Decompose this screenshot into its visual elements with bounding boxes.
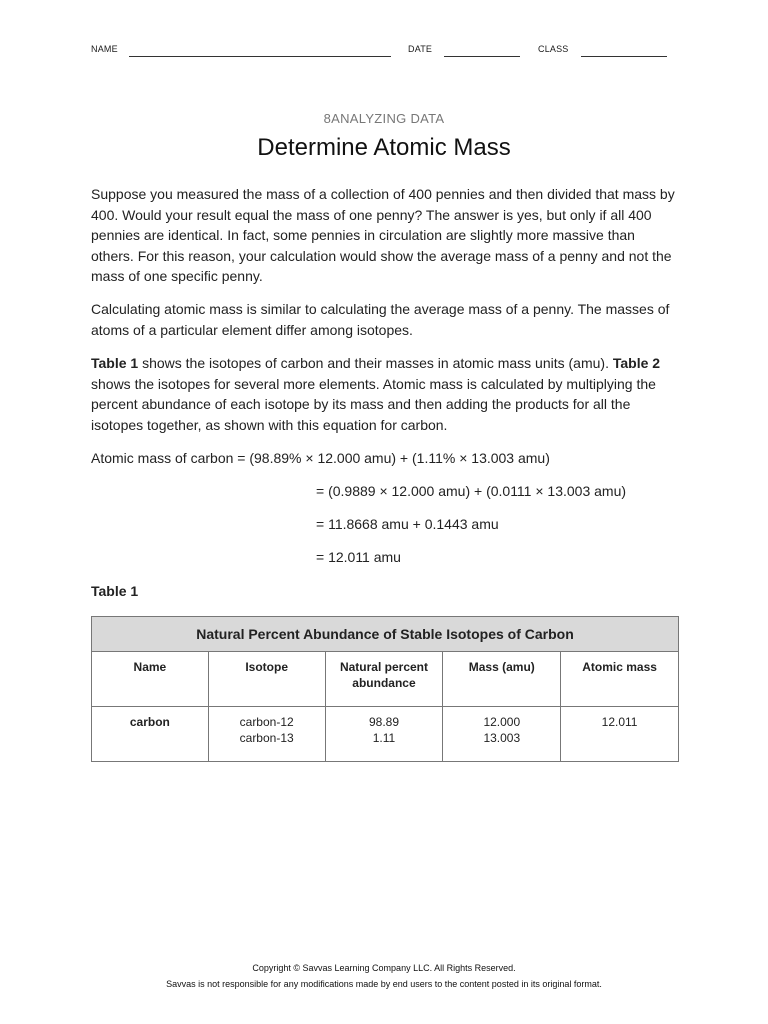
column-header-abundance [325,652,443,707]
mass-1: 12.000 [483,715,521,729]
copyright-line: Copyright © Savvas Learning Company LLC. All Rights Reserved. [252,963,516,973]
column-header-atomic-mass: Atomic mass [561,652,679,707]
disclaimer-line: Savvas is not responsible for any modifications made by end users to the content posted in its original format. [166,979,602,989]
class-field-line[interactable] [581,56,667,57]
date-field-line[interactable] [444,56,520,57]
equation-line-2: = (0.9889 × 12.000 amu) + (0.0111 × 13.003 amu) [316,483,627,499]
atomic-mass-paragraph: Calculating atomic mass is similar to calculating the average mass of a penny. The masses of atoms of a particular element differ among isotopes. [91,301,670,338]
abundance-2: 1.11 [372,731,396,745]
class-label: CLASS [538,44,569,54]
column-header-mass: Mass (amu) [443,652,561,707]
abundance-header-line2: abundance [352,676,416,690]
header-fields [91,44,669,58]
cell-abundances [325,707,443,762]
mass-2: 13.003 [483,731,521,745]
table2-reference: Table 2 [612,355,661,371]
page-title: Determine Atomic Mass [257,134,511,161]
equation-line-3: = 11.8668 amu + 0.1443 amu [316,516,499,532]
table-label: Table 1 [91,583,139,599]
name-label: NAME [91,44,118,54]
cell-element-name: carbon [92,707,209,762]
tables-paragraph [91,353,677,435]
table-row [92,707,679,762]
table1-reference: Table 1 [91,355,139,371]
table-caption-row [92,617,679,652]
abundance-header-line1: Natural percent [339,660,428,674]
tables-paragraph-part1: shows the isotopes of carbon and their masses in atomic mass units (amu). [138,355,613,371]
isotope-table [91,616,679,762]
tables-paragraph-part2: shows the isotopes for several more elements. Atomic mass is calculated by multiplying the percent abundance of each isotope by its mass and then adding the products for all the isotopes together, as shown with this equation for carbon. [91,375,656,433]
column-header-isotope: Isotope [208,652,325,707]
table-caption: Natural Percent Abundance of Stable Isotopes of Carbon [92,617,679,652]
section-kicker: 8ANALYZING DATA [323,111,445,126]
intro-paragraph: Suppose you measured the mass of a collection of 400 pennies and then divided that mass by 400. Would your result equal the mass of one penny? The answer is yes, but only if all 400 pennies are identical. In fact, some pennies in circulation are slightly more massive than others. For this reason, your calculation would show the average mass of a penny and not the mass of one specific penny. [91,186,675,284]
isotope-2: carbon-13 [239,731,294,745]
cell-isotopes [208,707,325,762]
abundance-1: 98.89 [368,715,399,729]
cell-masses [443,707,561,762]
date-label: DATE [408,44,433,54]
isotope-1: carbon-12 [239,715,294,729]
equation-line-1: Atomic mass of carbon = (98.89% × 12.000 amu) + (1.11% × 13.003 amu) [91,450,550,466]
table-header-row [92,652,679,707]
name-field-line[interactable] [129,56,391,57]
cell-atomic-mass: 12.011 [561,707,679,762]
column-header-name: Name [92,652,209,707]
equation-line-4: = 12.011 amu [316,549,401,565]
